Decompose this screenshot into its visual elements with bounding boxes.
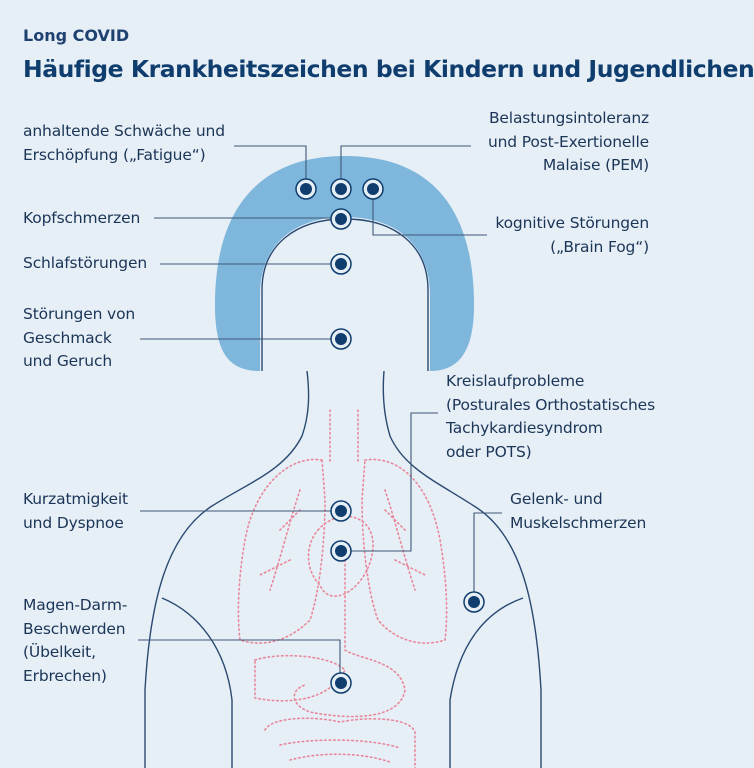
right-arm-line <box>450 598 523 768</box>
label-pots: Kreislaufprobleme (Posturales Orthostatisches Tachykardiesyndrom oder POTS) <box>446 372 655 461</box>
trachea <box>330 410 358 462</box>
label-pem: Belastungsintoleranz und Post-Exertionelle Malaise (PEM) <box>487 109 649 174</box>
marker-dyspnea <box>331 501 351 521</box>
marker-sleep <box>331 254 351 274</box>
label-headache: Kopfschmerzen <box>23 209 141 227</box>
label-fatigue: anhaltende Schwäche und Erschöpfung („Fatigue“) <box>23 122 225 164</box>
label-joints: Gelenk- und Muskelschmerzen <box>510 490 647 532</box>
marker-brainfog <box>363 179 383 199</box>
marker-joints <box>464 592 484 612</box>
left-arm-line <box>162 598 232 768</box>
marker-headache <box>331 209 351 229</box>
label-gi: Magen-Darm- Beschwerden (Übelkeit, Erbrechen) <box>23 596 128 685</box>
marker-pem <box>331 179 351 199</box>
marker-taste <box>331 329 351 349</box>
kicker: Long COVID <box>23 26 130 45</box>
intestines <box>265 718 415 768</box>
marker-gi <box>331 673 351 693</box>
page-title: Häufige Krankheitszeichen bei Kindern und Jugendlichen <box>23 55 754 83</box>
label-brainfog: kognitive Störungen („Brain Fog“) <box>495 214 649 256</box>
label-taste: Störungen von Geschmack und Geruch <box>23 305 136 370</box>
leader-gi <box>138 640 340 682</box>
marker-fatigue <box>296 179 316 199</box>
label-dyspnea: Kurzatmigkeit und Dyspnoe <box>23 490 128 532</box>
organs <box>238 410 446 768</box>
label-sleep: Schlafstörungen <box>23 254 148 272</box>
marker-pots <box>331 541 351 561</box>
